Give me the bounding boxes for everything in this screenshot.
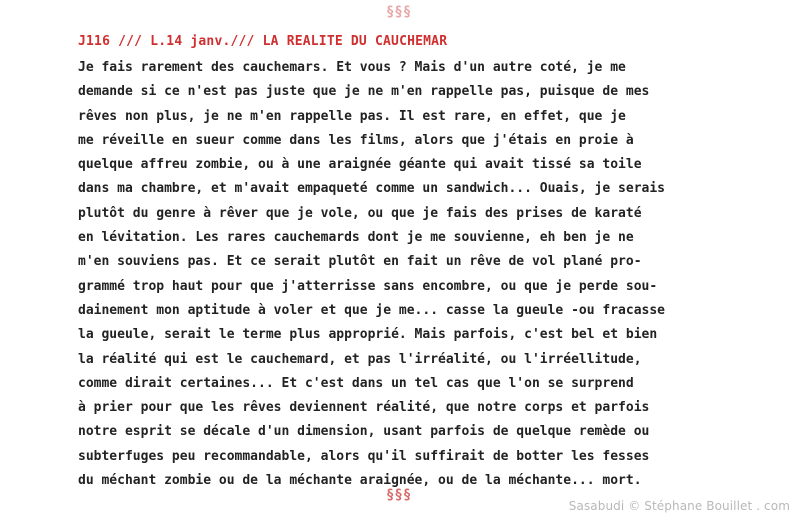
- bottom-ornament: §§§: [386, 487, 412, 503]
- body-line: notre esprit se décale d'un dimension, usant parfois de quelque remède ou: [78, 424, 650, 440]
- copyright-watermark: Sasabudi © Stéphane Bouillet . com: [568, 499, 790, 513]
- body-line: grammé trop haut pour que j'atterrisse sans encombre, ou que je perde sou-: [78, 278, 658, 294]
- body-line: subterfuges peu recommandable, alors qu'il suffirait de botter les fesses: [78, 448, 650, 464]
- body-line: m'en souviens pas. Et ce serait plutôt en fait un rêve de vol plané pro-: [78, 254, 642, 270]
- body-line: dainement mon aptitude à voler et que je me... casse la gueule -ou fracasse: [78, 302, 665, 318]
- body-line: rêves non plus, je ne m'en rappelle pas. Il est rare, en effet, que je: [78, 108, 626, 124]
- body-line: la réalité qui est le cauchemard, et pas l'irréalité, ou l'irréellitude,: [78, 351, 642, 367]
- body-line: quelque affreu zombie, ou à une araignée géante qui avait tissé sa toile: [78, 157, 642, 173]
- body-line: plutôt du genre à rêver que je vole, ou que je fais des prises de karaté: [78, 205, 642, 221]
- body-line: à prier pour que les rêves deviennent réalité, que notre corps et parfois: [78, 400, 650, 416]
- body-line: en lévitation. Les rares cauchemards dont je me souvienne, eh ben je ne: [78, 230, 634, 246]
- body-line: demande si ce n'est pas juste que je ne m'en rappelle pas, puisque de mes: [78, 84, 650, 100]
- body-line: du méchant zombie ou de la méchante araignée, ou de la méchante... mort.: [78, 473, 642, 489]
- body-line: dans ma chambre, et m'avait empaqueté comme un sandwich... Ouais, je serais: [78, 181, 665, 197]
- entry-header: J116 /// L.14 janv./// LA REALITE DU CAUCHEMAR: [78, 34, 448, 49]
- body-line: me réveille en sueur comme dans les films, alors que j'étais en proie à: [78, 132, 634, 148]
- entry-body: [78, 56, 738, 493]
- body-line: comme dirait certaines... Et c'est dans un tel cas que l'on se surprend: [78, 375, 634, 391]
- top-ornament: §§§: [386, 4, 412, 20]
- body-line: Je fais rarement des cauchemars. Et vous ? Mais d'un autre coté, je me: [78, 60, 626, 75]
- body-line: la gueule, serait le terme plus approprié. Mais parfois, c'est bel et bien: [78, 327, 658, 343]
